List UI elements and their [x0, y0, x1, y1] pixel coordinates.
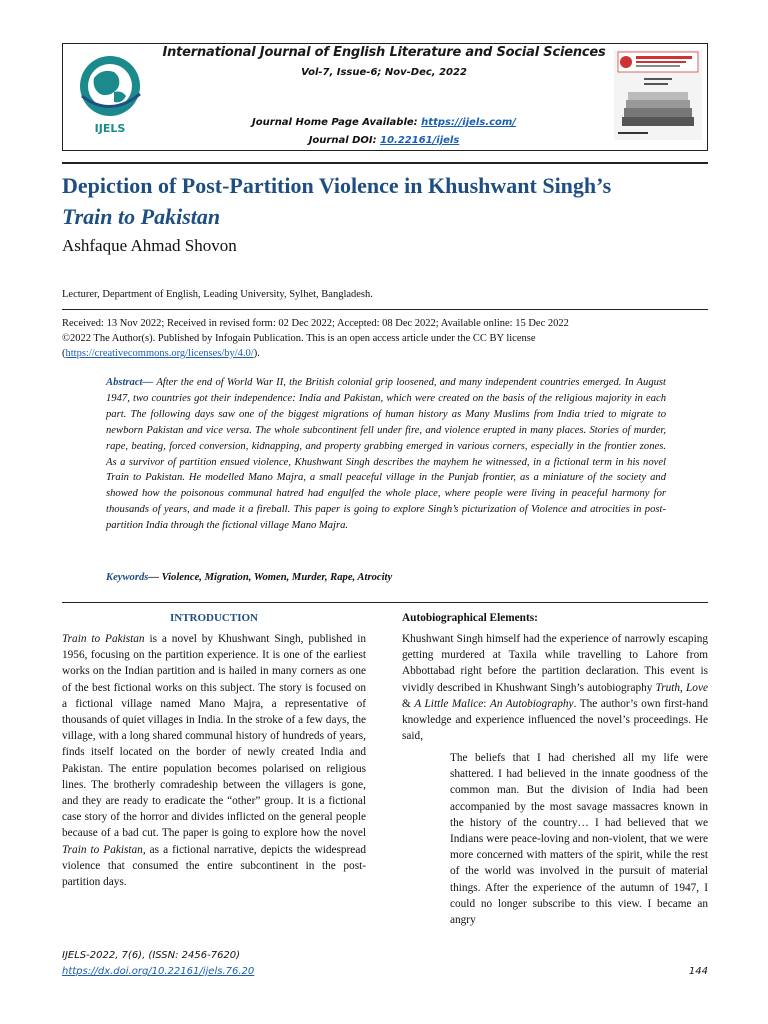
received-dates: Received: 13 Nov 2022; Received in revised form: 02 Dec 2022; Accepted: 08 Dec 2022; Available online: 15 Dec 2022 [62, 318, 569, 329]
header-divider [62, 162, 708, 164]
journal-title: International Journal of English Literature and Social Sciences [162, 45, 606, 60]
journal-cover-image [614, 50, 702, 140]
doi-link[interactable]: 10.22161/ijels [380, 135, 460, 146]
keywords-label: Keywords [106, 572, 149, 583]
title-line-2: Train to Pakistan [62, 204, 221, 229]
page-number: 144 [688, 966, 708, 977]
doi-label: Journal DOI: [308, 135, 381, 146]
keywords: Keywords— Violence, Migration, Women, Murder, Rape, Atrocity [106, 572, 393, 583]
abstract-text: After the end of World War II, the British colonial grip loosened, and many independent countries emerged. In August 1947, two countries got their independence: India and Pakistan, which were created on the basis of the religious majority in each part. The following days saw one of the biggest migrations of human history as Many Muslims from India tried to migrate to newborn Pakistan and vice versa. The whole subcontinent fell under fire, and violence erupted in many places. Stories of murder, rape, beating, forced conversion, kidnapping, and property grabbing emerged in various corners, especially in the frontier zones. As a survivor of partition ensued violence, Khushwant Singh describes the mayhem he witnessed, in a fictional term in his novel Train to Pakistan. He modelled Mano Majra, a small peaceful village in the Punjab frontier, as a miniature of the society and showed how the poisonous communal hatred had engulfed the whole place, where people were living in peaceful harmony for thousands of years, and made it a fireball. This paper is going to explore Singh’s picturization of Violence and atrocities in post-partition India through the fictional village Mano Majra. [106, 377, 666, 532]
block-quote: The beliefs that I had cherished all my life were shattered. I had believed in the innate goodness of the common man. But the division of India had been accompanied by the most savage massacres known in the history of the country… I had believed that we Indians were peace-loving and non-violent, that we were more concerned with matters of the spirit, while the rest of the world was involved in the pursuit of material things. After the experience of the autumn of 1947, I could no longer subscribe to this view. I became an angry [450, 752, 708, 927]
abstract-label: Abstract [106, 377, 143, 388]
author-name: Ashfaque Ahmad Shovon [62, 236, 237, 255]
home-label: Journal Home Page Available: [252, 117, 422, 128]
journal-logo [70, 48, 150, 138]
journal-doi-line [150, 135, 618, 146]
logo-text: IJELS [94, 122, 126, 135]
license-line: (https://creativecommons.org/licenses/by/4.0/). [62, 348, 260, 359]
title-line-1: Depiction of Post-Partition Violence in Khushwant Singh’s [62, 173, 612, 198]
license-link[interactable]: https://creativecommons.org/licenses/by/4.0/ [65, 348, 254, 359]
journal-home-line [150, 117, 618, 128]
article-title [62, 170, 722, 232]
article-dates [62, 316, 708, 361]
copyright-line: ©2022 The Author(s). Published by Infogain Publication. This is an open access article under the CC BY license [62, 333, 536, 344]
author-affiliation: Lecturer, Department of English, Leading University, Sylhet, Bangladesh. [62, 289, 373, 300]
journal-volume: Vol-7, Issue-6; Nov-Dec, 2022 [301, 67, 467, 78]
intro-heading: INTRODUCTION [169, 612, 258, 624]
affiliation-divider [62, 309, 708, 310]
footer-doi-link[interactable]: https://dx.doi.org/10.22161/ijels.76.20 [62, 966, 255, 977]
footer-citation: IJELS-2022, 7(6), (ISSN: 2456-7620) [62, 950, 241, 961]
autobiography-paragraph: Khushwant Singh himself had the experience of narrowly escaping getting murdered at Taxila while travelling to Lahore from Abbottabad right before the partition declaration. This event is vividly described in Khushwant Singh’s autobiography Truth, Love & A Little Malice: An Autobiography. The author’s own first-hand knowledge and experience influenced the novel’s proceedings. He said, [402, 633, 708, 743]
abstract: Abstract— After the end of World War II, the British colonial grip loosened, and many independent countries emerged. In August 1947, two countries got their independence: India and Pakistan, which were created on the basis of the religious majority in each part. The following days saw one of the biggest migrations of human history as Many Muslims from India tried to migrate to newborn Pakistan and vice versa. The whole subcontinent fell under fire, and violence erupted in many places. Stories of murder, rape, beating, forced conversion, kidnapping, and property grabbing emerged in various corners, especially in the frontier zones. As a survivor of partition ensued violence, Khushwant Singh describes the mayhem he witnessed, in a fictional term in his novel Train to Pakistan. He modelled Mano Majra, a small peaceful village in the Punjab frontier, as a miniature of the society and showed how the poisonous communal hatred had engulfed the whole place, where people were living in peaceful harmony for thousands of years, and made it a fireball. This paper is going to explore Singh’s picturization of Violence and atrocities in post-partition India through the fictional village Mano Majra. [106, 377, 666, 532]
intro-paragraph: Train to Pakistan is a novel by Khushwant Singh, published in 1956, focusing on the partition experience. It is one of the earliest works on the Indian partition and is hailed in many corners as one of the best fictional works on this subject. The story is focused on a fictional village named Mano Majra, a representative of thousands of quiet villages in India. In the stroke of a few days, the village, with a long shared communal history of hundreds of years, finds itself located on the border of newly created India and Pakistan. The entire population becomes polarised on religious lines. The brotherly comradeship between the villagers is gone, and they are ready to eradicate the “other” group. It is a fictional case story of the horror and divides inflicted on the general people because of a bad cut. The paper is going to explore how the novel Train to Pakistan, as a fictional narrative, depicts the widespread violence that consumed the entire subcontinent in the post-partition days. [62, 633, 366, 889]
autobiography-heading: Autobiographical Elements: [402, 612, 538, 624]
keywords-text: Violence, Migration, Women, Murder, Rape, Atrocity [161, 572, 393, 583]
abstract-divider [62, 602, 708, 603]
home-link[interactable]: https://ijels.com/ [421, 117, 516, 128]
